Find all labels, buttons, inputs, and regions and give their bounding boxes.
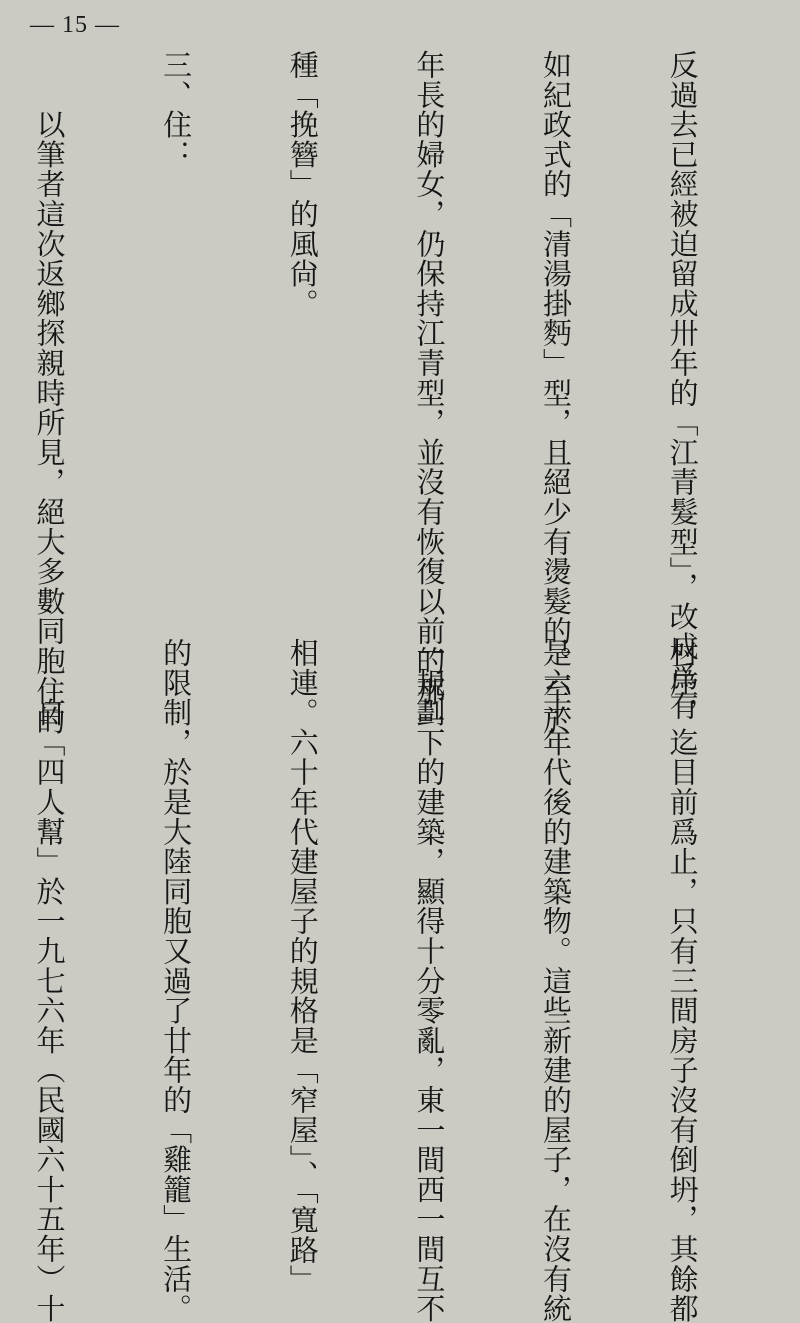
bottom-text-column [0,638,788,1323]
text-line: 村庄，迄目前爲止，只有三間房子沒有倒坍，其餘都 [665,638,700,1323]
text-line: 種「挽簪」的風尙。 [285,50,320,319]
section-heading: 三、住： [159,50,194,170]
top-text-column [0,50,788,736]
text-line: 如紀政式的「清湯掛麪」型，且絕少有燙髮的。至於 [538,50,573,736]
text-line: 是六十年代後的建築物。這些新建的屋子，在沒有統 [538,638,573,1323]
text-line: 自「四人幫」於一九七六年（民國六十五年）十 [32,638,67,1323]
text-line: 相連。六十年代建屋子的規格是「窄屋」、「寬路」 [285,638,320,1295]
text-line: 以筆者這次返鄉探親時所見，絕大多數同胞住的 [32,50,67,736]
text-line: 年長的婦女，仍保持江青型，並沒有恢復以前的那一 [412,50,447,736]
text-line: 反過去已經被迫留成卅年的「江青髮型」，改成爲有 [665,50,700,721]
text-line: 的限制，於是大陸同胞又過了廿年的「雞籠」生活。 [159,638,194,1323]
text-line: 一規劃下的建築，顯得十分零亂，東一間西一間互不 [412,638,447,1323]
page-number: — 15 — [30,12,120,38]
